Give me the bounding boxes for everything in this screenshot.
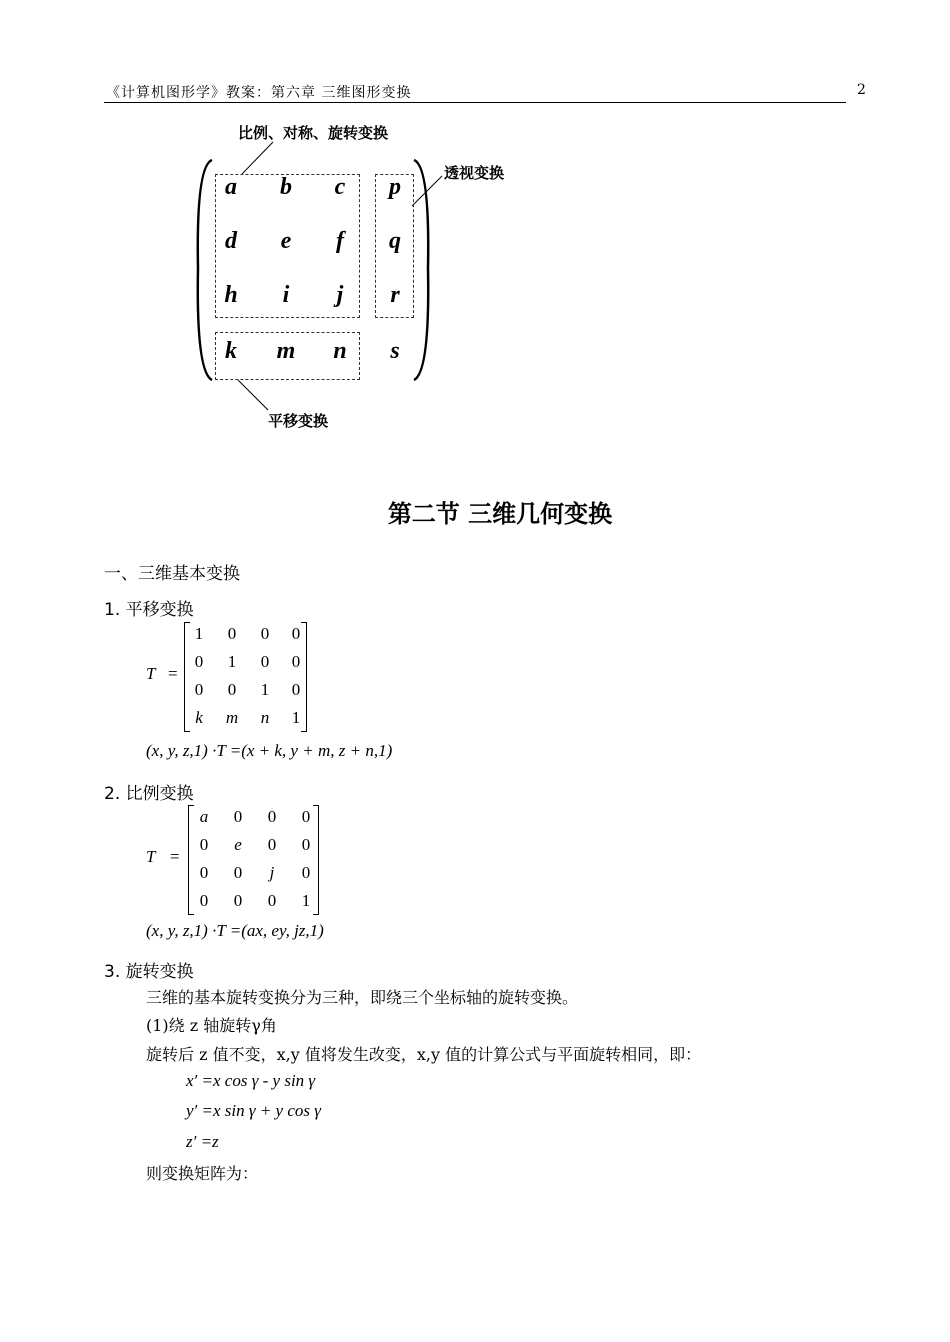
matrix-cell: 0 bbox=[233, 807, 243, 826]
matrix-cell: 1 bbox=[227, 652, 237, 671]
matrix-cell: 0 bbox=[291, 652, 301, 671]
label-scale-symmetry-rotation: 比例、对称、旋转变换 bbox=[238, 124, 389, 142]
rotate-description: 旋转后 z 值不变，x,y 值将发生改变，x,y 值的计算公式与平面旋转相同，即： bbox=[146, 1045, 702, 1064]
matrix-symbol: T bbox=[146, 664, 156, 683]
diagram-cell: c bbox=[334, 174, 346, 200]
matrix-cell: 1 bbox=[260, 680, 270, 699]
matrix-cell: 0 bbox=[267, 891, 277, 910]
matrix-cell: 1 bbox=[301, 891, 311, 910]
rotate-heading: 3. 旋转变换 bbox=[104, 962, 194, 982]
equals-sign: = bbox=[170, 847, 180, 866]
matrix-cell: 0 bbox=[260, 652, 270, 671]
diagram-cell: h bbox=[224, 282, 238, 308]
matrix-cell: e bbox=[234, 835, 242, 854]
section-title: 第二节 三维几何变换 bbox=[387, 500, 613, 528]
matrix-cell: 0 bbox=[301, 807, 311, 826]
scale-heading: 2. 比例变换 bbox=[104, 784, 194, 804]
matrix-cell: a bbox=[199, 807, 209, 826]
matrix-cell: 0 bbox=[199, 863, 209, 882]
matrix-cell: 0 bbox=[194, 680, 204, 699]
matrix-cell: 0 bbox=[291, 624, 301, 643]
matrix-cell: j bbox=[269, 863, 275, 882]
diagram-cell: q bbox=[389, 228, 401, 254]
matrix-cell: 0 bbox=[227, 680, 237, 699]
matrix-cell: 0 bbox=[194, 652, 204, 671]
matrix-cell: 0 bbox=[267, 835, 277, 854]
diagram-cell: d bbox=[225, 228, 237, 254]
scale-result: (x, y, z,1) ·T =(ax, ey, jz,1) bbox=[146, 921, 324, 940]
diagram-cell: i bbox=[282, 282, 290, 308]
matrix-cell: 0 bbox=[233, 863, 243, 882]
running-header: 《计算机图形学》教案：第六章 三维图形变换 bbox=[106, 85, 412, 101]
matrix-cell: 0 bbox=[199, 835, 209, 854]
label-perspective: 透视变换 bbox=[444, 164, 505, 182]
matrix-cell: 0 bbox=[301, 863, 311, 882]
diagram-cell: a bbox=[225, 174, 237, 200]
matrix-cell: 0 bbox=[291, 680, 301, 699]
diagram-cell: e bbox=[280, 228, 292, 254]
diagram-cell: b bbox=[280, 174, 292, 200]
page-number: 2 bbox=[857, 82, 867, 98]
diagram-cell: m bbox=[276, 338, 296, 364]
matrix-cell: 0 bbox=[199, 891, 209, 910]
part-title: 一、三维基本变换 bbox=[104, 564, 240, 584]
label-translation: 平移变换 bbox=[268, 412, 329, 430]
scale-matrix-equation bbox=[144, 803, 344, 915]
header-rule bbox=[104, 102, 846, 103]
equals-sign: = bbox=[168, 664, 178, 683]
matrix-cell: 0 bbox=[227, 624, 237, 643]
translate-heading: 1. 平移变换 bbox=[104, 600, 194, 620]
diagram-cell: f bbox=[336, 228, 344, 254]
rotate-equation-z: z′ =z bbox=[186, 1132, 219, 1151]
rotate-equation-y: y′ =x sin γ + y cos γ bbox=[186, 1101, 321, 1120]
rotate-equation-x: x′ =x cos γ - y sin γ bbox=[186, 1071, 316, 1090]
matrix-cell: k bbox=[195, 708, 203, 727]
matrix-cell: 0 bbox=[301, 835, 311, 854]
diagram-cell: j bbox=[336, 282, 344, 308]
diagram-cell: p bbox=[389, 174, 401, 200]
matrix-diagram bbox=[190, 118, 530, 438]
matrix-cell: n bbox=[260, 708, 270, 727]
matrix-cell: 0 bbox=[260, 624, 270, 643]
matrix-cell: 0 bbox=[267, 807, 277, 826]
matrix-cell: 0 bbox=[233, 891, 243, 910]
translate-result: (x, y, z,1) ·T =(x + k, y + m, z + n,1) bbox=[146, 741, 393, 760]
rotate-z-subtitle: (1)绕 z 轴旋转γ角 bbox=[146, 1016, 277, 1035]
translate-matrix-equation bbox=[144, 620, 344, 732]
matrix-symbol: T bbox=[146, 847, 156, 866]
diagram-cell: r bbox=[390, 282, 400, 308]
matrix-cell: 1 bbox=[291, 708, 301, 727]
matrix-cell: 1 bbox=[194, 624, 204, 643]
diagram-cell: k bbox=[225, 338, 237, 364]
diagram-cell: s bbox=[390, 338, 400, 364]
diagram-cell: n bbox=[333, 338, 347, 364]
matrix-intro: 则变换矩阵为： bbox=[146, 1164, 259, 1183]
matrix-cell: m bbox=[225, 708, 239, 727]
rotate-intro: 三维的基本旋转变换分为三种，即绕三个坐标轴的旋转变换。 bbox=[146, 988, 579, 1007]
